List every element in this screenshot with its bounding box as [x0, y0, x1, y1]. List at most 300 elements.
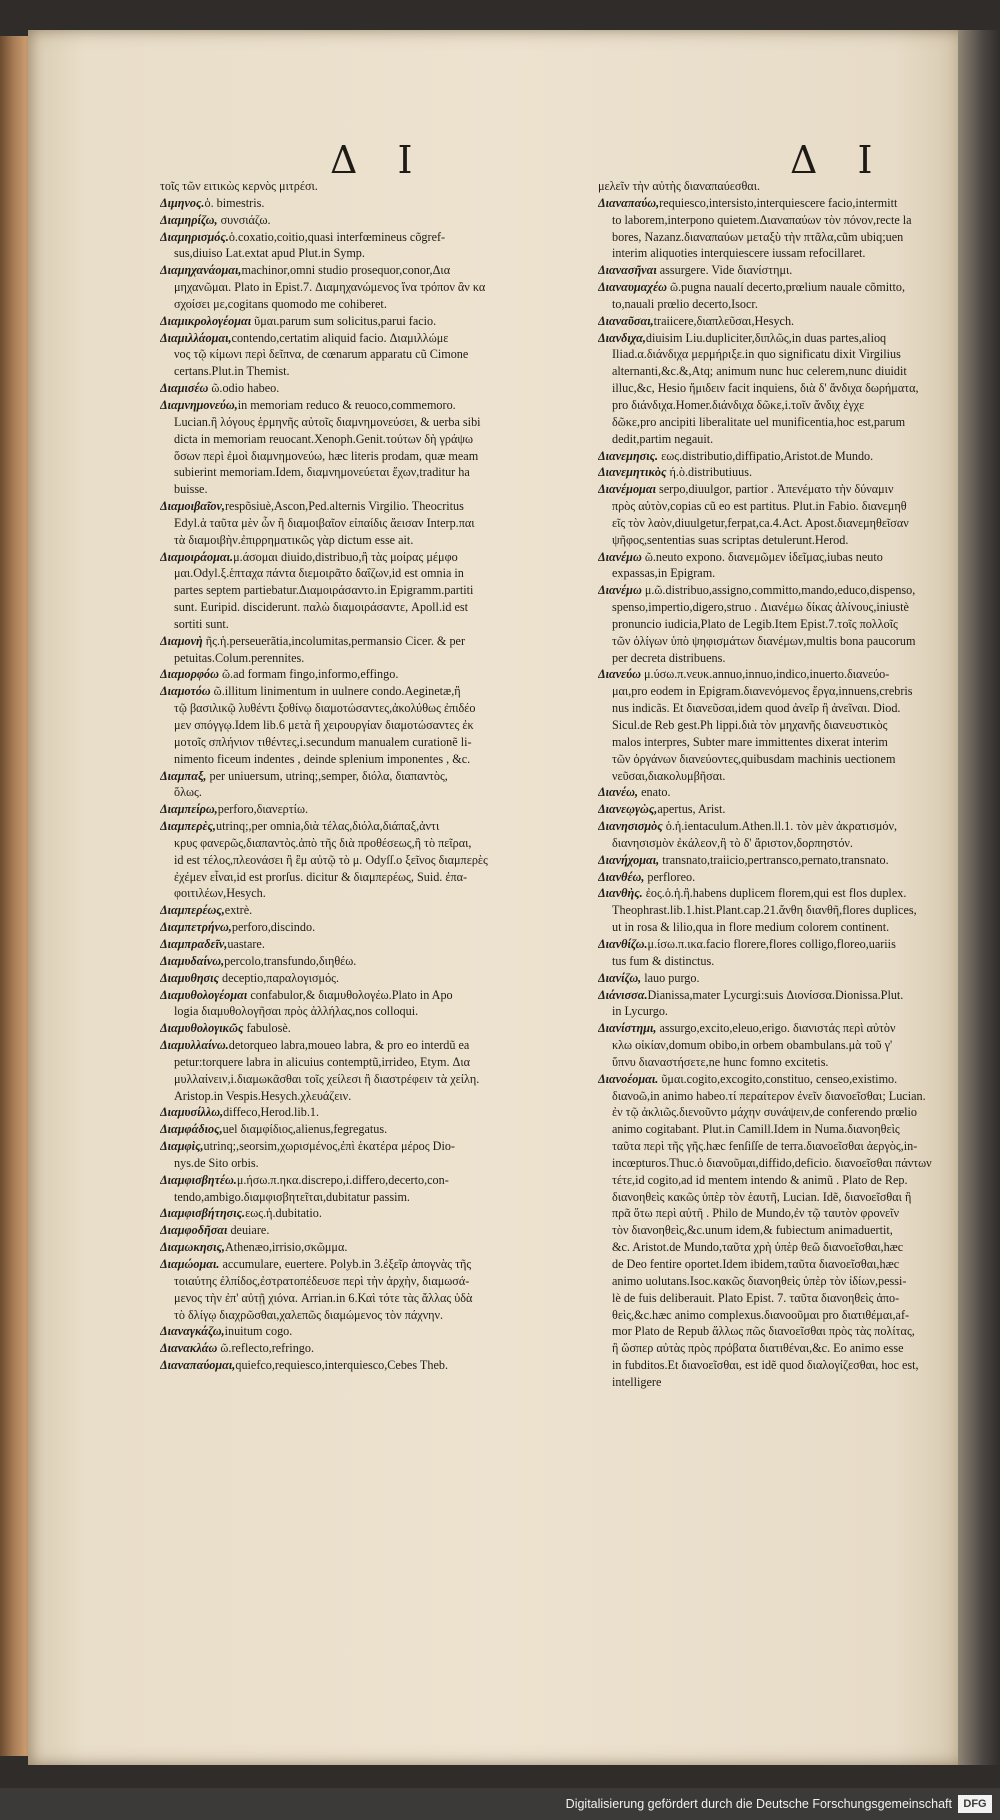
entry-text: partes septem partiebatur.Διαμοιράσαντο.in Epigramm.partiti — [174, 583, 474, 598]
entry-line — [160, 313, 590, 330]
entry-line — [598, 582, 955, 599]
entry-line — [160, 532, 590, 549]
entry-text: to,nauali prœlio decerto,Isocr. — [612, 296, 758, 311]
entry-text: μενος τὴν ἐπ' αὐτῇ χιόνα. Arrian.in 6.Καὶ τότε τὰς ἄλλας ὑδὰ — [174, 1290, 473, 1305]
entry-headword: Διαμιλλάομαι, — [160, 330, 232, 345]
entry-headword: Διαμφοδῆσαι — [160, 1223, 228, 1238]
entry-line — [598, 380, 955, 397]
entry-text: &c. Aristot.de Mundo,ταῦτα χρὴ ὑπὲρ θεῶ διανοεῖσθαι,hæc — [612, 1240, 904, 1255]
entry-headword: Διαμυθολογικῶς — [160, 1021, 244, 1036]
entry-line — [598, 515, 955, 532]
entry-line — [160, 700, 590, 717]
entry-text: εως.distributio,diffipatio,Aristot.de Mundo. — [658, 448, 874, 463]
running-head-right: Δ Ι — [790, 138, 887, 182]
entry-headword: Διαμώομαι. — [160, 1257, 220, 1271]
entry-headword: Διανακλάω — [160, 1341, 218, 1356]
entry-line — [598, 869, 955, 886]
dfg-logo-icon: DFG — [958, 1795, 992, 1813]
entry-headword: Διανέμω — [598, 583, 642, 598]
entry-headword: Διανίζω, — [598, 970, 642, 985]
entry-line — [160, 599, 590, 616]
entry-text: πρᾶ ὅτω περὶ αὐτῆ . Philo de Mundo,ἐν τῷ ταυτὸν φρονεῖν — [612, 1206, 899, 1221]
entry-line — [160, 397, 590, 414]
running-head-left: Δ Ι — [330, 138, 427, 182]
entry-line — [160, 1307, 590, 1324]
entry-line — [598, 195, 955, 212]
entry-line — [598, 448, 955, 465]
entry-headword: Διάνισσα. — [598, 987, 648, 1002]
entry-text: deuiare. — [227, 1223, 270, 1238]
entry-text: ὅλως. — [174, 785, 202, 800]
entry-text: certans.Plut.in Themist. — [174, 364, 290, 379]
entry-line — [598, 1374, 955, 1391]
entry-line — [598, 784, 955, 801]
entry-text: nys.de Sito orbis. — [174, 1155, 259, 1170]
entry-line — [598, 1088, 955, 1105]
entry-line — [598, 1205, 955, 1222]
entry-line — [598, 498, 955, 515]
entry-headword: Διαμπαξ, — [160, 768, 207, 783]
entry-text: pro διάνδιχα.Homer.διάνδιχα δῶκε,i.τοῖν ἄνδιχ ἐγχε — [612, 397, 865, 412]
entry-line — [598, 1290, 955, 1307]
entry-text: εως.ἡ.dubitatio. — [245, 1206, 322, 1221]
entry-line — [598, 650, 955, 667]
entry-text: Sicul.de Reb gest.Ph lippi.διὰ τὸν μηχανῆς διανευστικὸς — [612, 718, 888, 732]
entry-headword: Διανδιχα, — [598, 330, 646, 345]
entry-text: uel διαμφίδιος,alienus,fegregatus. — [222, 1122, 388, 1137]
entry-line — [598, 987, 955, 1004]
entry-line — [160, 650, 590, 667]
entry-text: bores, Nazanz.διαναπαύων μεταξὺ τὴν πτᾶλα,cũm ubiq;uen — [612, 229, 904, 244]
entry-line — [160, 464, 590, 481]
entry-text: ῶ.neuto expono. διανεμῶμεν ἰδεῖμας,iubas neuto — [641, 549, 883, 564]
entry-line — [598, 1323, 955, 1340]
entry-line — [160, 515, 590, 532]
entry-headword: Διαμπετρήνω, — [160, 920, 232, 935]
entry-line — [598, 1222, 955, 1239]
entry-text: τοῖς τῶν ειτικὼς κερνὸς μιτρέσι. — [160, 179, 318, 193]
entry-line — [160, 768, 590, 785]
entry-line — [598, 363, 955, 380]
entry-line — [598, 296, 955, 313]
entry-headword: Διανήχομαι, — [598, 852, 660, 867]
entry-text: fabulosè. — [243, 1021, 291, 1036]
entry-text: φοιτιλέων,Hesych. — [174, 886, 266, 901]
entry-text: ἐχέμεν εἶναι,id est prorſus. dicitur & διαμπερέως, Suid. ἐπα- — [174, 869, 468, 884]
entry-text: τὰ διαμοιβὴν.ἐπιρρηματικῶς γὰρ dictum esse ait. — [174, 532, 414, 547]
entry-text: petur:torquere labra in alicuius contemptũ,irrideo, Etym. Δια — [174, 1054, 471, 1069]
entry-headword: Διαμυθολογέομαι — [160, 987, 248, 1002]
entry-text: ῶ.ad formam fingo,informo,effingo. — [218, 667, 399, 682]
entry-text: interim aliquoties interquiescere iussam refocillaret. — [612, 246, 866, 261]
entry-text: alternanti,&c.&,Atq; animum nunc huc celerem,nunc diuidit — [612, 364, 907, 379]
entry-text: ῶ.reflecto,refringo. — [217, 1341, 315, 1356]
entry-line — [160, 1020, 590, 1037]
entry-headword: Διαμωκησις, — [160, 1240, 225, 1255]
entry-text: διανησισμὸν ἐκάλεον,ἢ τὸ δ' ἄριστον,δορπηστόν. — [612, 835, 853, 850]
entry-line — [598, 1340, 955, 1357]
entry-line — [598, 683, 955, 700]
entry-text: τῷ βασιλικῷ λυθέντι ξοθίνῳ διαμοτώσαντες,ἀκολύθως ἐπιδέο — [174, 701, 476, 716]
entry-line — [160, 481, 590, 498]
entry-text: τέτε,id cogito,ad id mentem intendo & animũ . Plato de Rep. — [612, 1172, 908, 1187]
entry-text: perfloreo. — [644, 869, 696, 884]
entry-line — [160, 1205, 590, 1222]
entry-line — [160, 363, 590, 380]
entry-line — [598, 262, 955, 279]
entry-line — [598, 1256, 955, 1273]
entry-text: diuisim Liu.dupliciter,διπλῶς,in duas partes,alioq — [645, 330, 887, 345]
entry-text: subierint memoriam.Idem, διαμνημονεύεται ἔχων,traditur ha — [174, 465, 470, 480]
entry-line — [160, 784, 590, 801]
entry-text: tus fum & distinctus. — [612, 953, 715, 968]
entry-text: logia διαμυθολογῆσαι πρὸς ἀλλήλας,nos colloqui. — [174, 1004, 419, 1019]
entry-headword: Διαμοιβαῖον, — [160, 499, 225, 514]
entry-headword: Διαμυσίλλω, — [160, 1105, 224, 1120]
entry-headword: Διανέμω — [598, 549, 642, 564]
entry-line — [598, 1172, 955, 1189]
entry-headword: Διαμονὴ — [160, 633, 203, 648]
footer-credit: Digitalisierung gefördert durch die Deutsche Forschungsgemeinschaft — [565, 1797, 952, 1811]
entry-text: ῦμαι.cogito,excogito,constituo, censeo,existimo. — [658, 1071, 898, 1086]
entry-line — [598, 902, 955, 919]
entry-headword: Διαμφισβήτησις. — [160, 1206, 246, 1221]
entry-headword: Διαναγκάζω, — [160, 1324, 225, 1339]
entry-text: Lucian.ἢ λόγους ἑρμηνῆς αὐτοῖς διαμνημονεύσει, & uerba sibi — [174, 414, 481, 429]
entry-line — [160, 414, 590, 431]
entry-line — [598, 885, 955, 902]
entry-line — [598, 919, 955, 936]
entry-text: μαι.Odyl.ξ.ἑπταχα πάντα διεμοιρᾶτο δαΐζων,id est omnia in — [174, 566, 464, 581]
entry-text: ἢ ὥσπερ αὐτὰς πρὸς πρόβατα διατιθέναι,&c. Eo animo esse — [612, 1341, 904, 1356]
entry-line — [598, 464, 955, 481]
entry-text: νεῦσαι,διακολυμβῆσαι. — [612, 768, 726, 783]
entry-line — [598, 481, 955, 498]
entry-line — [160, 953, 590, 970]
entry-line — [160, 666, 590, 683]
entry-text: contendo,certatim aliquid facio. Διαμιλλώμε — [231, 330, 449, 345]
entry-line — [160, 1121, 590, 1138]
entry-text: deceptio,παραλογισμός. — [218, 970, 340, 985]
entry-text: ψῆφος,sententias suas scriptas detulerunt.Herod. — [612, 532, 849, 547]
entry-text: πρὸς αὐτὸν,copias cũ eo est partitus. Plut.in Fabio. διανεμηθ — [612, 499, 907, 514]
entry-headword: Διαμπερὲς, — [160, 819, 216, 834]
entry-text: τῶν ὀργάνων διανεύοντες,quibusdam machinis uectionem — [612, 751, 896, 766]
entry-text: Edyl.ἁ ταῦτα μὲν ὧν ἢ διαμοιβαῖον εἰπαίδις ἄεισαν Interp.παι — [174, 515, 475, 530]
entry-headword: Διανεμησις. — [598, 448, 659, 463]
entry-text: per decreta distribuens. — [612, 650, 726, 665]
entry-headword: Διαμφὶς, — [160, 1139, 204, 1154]
entry-headword: Διαμφάδιος, — [160, 1122, 223, 1137]
entry-text: serpo,diuulgor, partior . Ἀπενέματο τὴν δύναμιν — [655, 482, 894, 497]
entry-text: percolo,transfundo,διηθέω. — [224, 953, 357, 968]
entry-text: utrinq;,per omnia,διὰ τέλας,διόλα,διάπαξ,ἀντι — [215, 819, 440, 834]
entry-headword: Διαμφισβητέω. — [160, 1172, 237, 1187]
entry-text: συνσιάζω. — [217, 212, 271, 227]
entry-line — [160, 498, 590, 515]
entry-text: ταῦτα περὶ τῆς γῆς.hæc fenſiſſe de terra.διανοεῖσθαι ἀεργὸς,in- — [612, 1139, 918, 1154]
entry-line — [598, 346, 955, 363]
entry-text: to laborem,interpono quietem.Διαναπαύων τὸν πόνον,recte la — [612, 212, 912, 227]
entry-line — [160, 1273, 590, 1290]
entry-headword: Διαναπαύω, — [598, 195, 660, 210]
entry-line — [160, 1239, 590, 1256]
entry-text: lauo purgo. — [641, 970, 700, 985]
entry-line — [598, 717, 955, 734]
entry-line — [598, 734, 955, 751]
entry-text: εῖς τὸν λαὸν,diuulgetur,ferpat,ca.4.Act. Apost.διανεμηθεῖσαν — [612, 515, 909, 530]
entry-text: ῶ.pugna naualí decerto,prœlium nauale cõmitto, — [666, 280, 906, 295]
entry-line — [160, 987, 590, 1004]
entry-line — [598, 1273, 955, 1290]
entry-headword: Διανθὴς. — [598, 886, 643, 901]
entry-text: lè de fuis deliberauit. Plato Epist. 7. ταῦτα διανοηθεὶς ἀπο- — [612, 1290, 900, 1305]
entry-line — [598, 1020, 955, 1037]
entry-text: Theophrast.lib.1.hist.Plant.cap.21.ἄνθη διανθῆ,flores duplices, — [612, 903, 917, 918]
entry-text: Iliad.α.διάνδιχα μερμήριξε.in quo significatu dixit Virgilius — [612, 347, 901, 362]
entry-text: ῆς.ἡ.perseuerãtia,incolumitas,permansio Cicer. & per — [202, 633, 466, 648]
entry-text: perforo,διανερτίω. — [217, 802, 309, 817]
entry-line — [160, 835, 590, 852]
entry-line — [160, 245, 590, 262]
entry-text: διανοηθεὶς κακῶς ὑπὲρ τὸν ἑαυτῆ, Lucian. Idẽ, διανοεῖσθαι ἢ — [612, 1189, 912, 1204]
entry-headword: Διαμορφόω — [160, 667, 219, 682]
entry-text: ἐν τῷ ἀκλιῶς.διενοῦντο μάχην συνάψειν,de conferendo prœlio — [612, 1105, 918, 1120]
entry-line — [598, 414, 955, 431]
entry-line — [160, 431, 590, 448]
entry-line — [160, 1256, 590, 1273]
entry-headword: Διανησισμὸς — [598, 819, 663, 834]
entry-headword: Διανασῆναι — [598, 263, 657, 278]
entry-text: ὁ. bimestris. — [204, 195, 265, 210]
entry-text: ῶ.illitum linimentum in uulnere condo.Aeginetæ,ἢ — [210, 684, 461, 699]
entry-line — [598, 330, 955, 347]
entry-line — [598, 178, 955, 195]
entry-headword: Διανθίζω. — [598, 936, 648, 951]
entry-line — [598, 229, 955, 246]
entry-text: Aristop.in Vespis.Hesych.χλευάζειν. — [174, 1088, 352, 1103]
entry-line — [598, 245, 955, 262]
entry-text: ἐος.ὁ.ἡ.ἢ.habens duplicem florem,qui est flos duplex. — [642, 886, 907, 901]
entry-line — [598, 1138, 955, 1155]
entry-text: perforo,discindo. — [231, 920, 316, 935]
gutter-shadow — [958, 30, 1000, 1765]
entry-line — [160, 1104, 590, 1121]
entry-line — [160, 801, 590, 818]
entry-line — [598, 835, 955, 852]
entry-text: utrinq;,seorsim,χωρισμένος,ἐπὶ ἑκατέρα μέρος Dio- — [203, 1139, 455, 1154]
entry-headword: Διαμηρίζω, — [160, 212, 218, 227]
entry-text: μηχανῶμαι. Plato in Epist.7. Διαμηχανώμενος ἵνα τρόπον ἂν κα — [174, 280, 486, 295]
entry-headword: Διαμνημονεύω, — [160, 397, 238, 412]
entry-line — [598, 1003, 955, 1020]
entry-headword: Διαναπαύομαι, — [160, 1358, 236, 1373]
entry-text: pronuncio iudicia,Plato de Legib.Item Epist.7.τοῖς πολλοῖς — [612, 616, 898, 631]
entry-line — [160, 279, 590, 296]
entry-line — [160, 616, 590, 633]
entry-text: extrè. — [224, 903, 253, 918]
entry-line — [160, 1290, 590, 1307]
entry-line — [160, 869, 590, 886]
entry-line — [598, 1121, 955, 1138]
entry-line — [598, 768, 955, 785]
entry-headword: Διαμισέω — [160, 381, 209, 396]
entry-line — [160, 885, 590, 902]
entry-line — [598, 1357, 955, 1374]
entry-headword: Διαμοιράομαι. — [160, 549, 234, 564]
entry-text: expassas,in Epigram. — [612, 566, 716, 581]
entry-text: ὅσων περὶ ἐμοὶ διαμνημονεύω, hæc literis prodam, quæ meam — [174, 448, 479, 463]
entry-line — [598, 953, 955, 970]
entry-text: respõsiuè,Ascon,Ped.alternis Virgilio. Theocritus — [224, 499, 464, 514]
entry-line — [160, 380, 590, 397]
entry-text: traiicere,διαπλεῦσαι,Hesych. — [653, 313, 795, 328]
entry-text: τὸν διανοηθεὶς,&c.unum idem,& fubiectum animaduertit, — [612, 1223, 893, 1238]
entry-line — [160, 1172, 590, 1189]
entry-text: accumulare, euertere. Polyb.in 3.ἐξεῖρ ἀπογνὰς τῆς — [219, 1257, 472, 1271]
entry-line — [160, 1222, 590, 1239]
entry-line — [160, 936, 590, 953]
entry-line — [160, 1003, 590, 1020]
entry-line — [598, 970, 955, 987]
entry-line — [160, 902, 590, 919]
entry-text: mor Plato de Repub ἄλλως πῶς διανοεῖσθαι πρὸς τὰς πολίτας, — [612, 1324, 915, 1339]
entry-text: ῦμαι.parum sum solicitus,parui facio. — [251, 313, 437, 328]
entry-line — [598, 1037, 955, 1054]
entry-headword: Διανοέομαι. — [598, 1071, 659, 1086]
entry-text: νος τῷ κίμωνι περὶ δεῖπνα, de cœnarum apparatu cũ Cimone — [174, 347, 469, 362]
entry-text: illuc,&c, Hesio ἤμιδειν facit inquiens, διὰ δ' ἄνδιχα δωρήματα, — [612, 381, 919, 396]
entry-text: machinor,omni studio prosequor,conor,Δια — [241, 263, 451, 278]
entry-text: transnato,traiicio,pertransco,pernato,transnato. — [659, 852, 889, 867]
entry-line — [598, 532, 955, 549]
entry-text: buisse. — [174, 482, 208, 497]
entry-line — [598, 616, 955, 633]
entry-line — [598, 1054, 955, 1071]
entry-text: μ.ίσω.π.ικα.facio florere,flores colligo,floreo,uariis — [647, 936, 896, 951]
entry-text: nus indicãs. Et διανεῦσαι,idem quod ἀνεῖρ ἢ ἀνεῖναι. Diod. — [612, 701, 901, 716]
entry-text: sortiti sunt. — [174, 616, 229, 631]
entry-text: Dianissa,mater Lycurgi:suis Διονίσσα.Dionissa.Plut. — [647, 987, 904, 1002]
entry-headword: Διανεύω — [598, 667, 641, 682]
entry-text: διανοῶ,in animo habeo.τί περαίτερον ἐνεῖν διανοεῖσθαι; Lucian. — [612, 1088, 926, 1103]
entry-text: in fubditos.Et διανοεῖσθαι, est idẽ quod διαλογίζεσθαι, hoc est, — [612, 1358, 919, 1373]
entry-text: in memoriam reduco & reuoco,commemoro. — [237, 397, 456, 412]
entry-text: per uniuersum, utrinq;,semper, διόλα, διαπαντὸς, — [206, 768, 448, 783]
entry-text: τὸ δλίγῳ διαχρῶσθαι,χαλεπῶς διαμώμενος τὸν πάχνην. — [174, 1307, 444, 1322]
entry-text: uastare. — [227, 936, 265, 951]
entry-text: μ.ῶ.distribuo,assigno,committo,mando,educo,dispenso, — [641, 583, 916, 598]
entry-headword: Διανέω, — [598, 785, 639, 800]
entry-line — [160, 1071, 590, 1088]
entry-line — [160, 296, 590, 313]
entry-line — [598, 599, 955, 616]
entry-text: confabulor,& διαμυθολογέω.Plato in Apo — [247, 987, 453, 1002]
entry-headword: Διαμικρολογέομαι — [160, 313, 252, 328]
entry-text: sus,diuiso Lat.extat apud Plut.in Symp. — [174, 246, 365, 261]
entry-line — [598, 279, 955, 296]
entry-text: id est τέλος,πλεονάσει ἢ ἓμ αὐτῷ τὸ μ. Odyſſ.ο ξεῖνος διαμπερὲς — [174, 852, 488, 867]
entry-line — [160, 1054, 590, 1071]
entry-line — [160, 1340, 590, 1357]
entry-line — [598, 1239, 955, 1256]
entry-line — [160, 751, 590, 768]
entry-text: μοτοῖς σπλήνιον τιθέντες,i.secundum manualem curationẽ li- — [174, 734, 472, 749]
entry-text: dedit,partim negauit. — [612, 431, 714, 446]
entry-text: assurgere. Vide διανίστημι. — [656, 263, 793, 278]
entry-line — [598, 751, 955, 768]
entry-text: assurgo,excito,eleuo,erigo. διανιστάς περὶ αὐτὸν — [656, 1021, 896, 1036]
entry-line — [598, 565, 955, 582]
entry-text: μυλλαίνειν,i.διαμωκᾶσθαι τοῖς χείλεσι ἢ διαστρέφειν τὰ χείλη. — [174, 1071, 480, 1086]
entry-line — [598, 549, 955, 566]
entry-headword: Διανίστημι, — [598, 1021, 657, 1036]
entry-text: inuitum cogo. — [224, 1324, 293, 1339]
entry-line — [598, 1155, 955, 1172]
entry-line — [598, 633, 955, 650]
entry-headword: Διαναῦσαι, — [598, 313, 654, 328]
entry-line — [160, 633, 590, 650]
entry-text: κλω οἰκίαν,domum obibo,in orbem obambulans.μὰ τοῦ γ' — [612, 1038, 893, 1053]
entry-line — [598, 212, 955, 229]
entry-text: malos interpres, Subter mare immittentes dixerat interim — [612, 734, 888, 749]
entry-line — [160, 565, 590, 582]
entry-line — [598, 313, 955, 330]
entry-headword: Διαμυδαίνω, — [160, 953, 225, 968]
entry-line — [160, 346, 590, 363]
entry-line — [160, 549, 590, 566]
entry-line — [160, 717, 590, 734]
entry-line — [598, 801, 955, 818]
entry-text: requiesco,intersisto,interquiescere facio,intermitt — [659, 195, 898, 210]
entry-line — [160, 178, 590, 195]
left-column — [160, 178, 590, 1374]
entry-text: spenso,impertio,digero,struo . Διανέμω δίκας ἀλίνους,iniustè — [612, 600, 909, 615]
entry-text: sunt. Euripid. disciderunt. παλὼ διαμοιράσαντε, Apoll.id est — [174, 600, 469, 615]
entry-text: σχοίσει με,cogitans quomodo me cohiberet. — [174, 296, 387, 311]
entry-line — [598, 666, 955, 683]
entry-line — [160, 330, 590, 347]
entry-text: μ.ύσω.π.νευκ.annuo,innuo,indico,inuerto.διανεύο- — [640, 667, 890, 682]
entry-headword: Διαμοτόω — [160, 684, 211, 699]
right-column — [598, 178, 955, 1391]
entry-text: detorqueo labra,moueo labra, & pro eo interdũ ea — [228, 1038, 470, 1053]
entry-text: ῶ.odio habeo. — [208, 381, 280, 396]
entry-text: μ.ήσω.π.ηκα.discrepo,i.differo,decerto,con- — [236, 1172, 449, 1187]
entry-text: dicta in memoriam reuocant.Xenoph.Genit.τούτων δὴ γράψω — [174, 431, 474, 446]
entry-text: ὁ.coxatio,coitio,quasi interfœmineus cõgref- — [228, 229, 446, 244]
entry-line — [160, 1155, 590, 1172]
entry-headword: Διαναυμαχέω — [598, 280, 667, 295]
entry-line — [598, 1071, 955, 1088]
entry-line — [598, 852, 955, 869]
entry-line — [160, 734, 590, 751]
entry-headword: Διαμπερέως, — [160, 903, 225, 918]
entry-line — [160, 1323, 590, 1340]
entry-text: μ.άσομαι diuido,distribuo,ἢ τὰς μοίρας μέμφο — [233, 549, 458, 564]
entry-line — [160, 1357, 590, 1374]
entry-line — [160, 919, 590, 936]
entry-line — [160, 683, 590, 700]
entry-headword: Διαμηχανάομαι, — [160, 263, 242, 278]
entry-line — [160, 970, 590, 987]
entry-text: ὕπνυ διαναστήσετε,ne hunc fomno excitetis. — [612, 1054, 829, 1069]
entry-text: μελεῖν τὴν αὐτὴς διαναπαύεσθαι. — [598, 179, 761, 193]
entry-line — [160, 448, 590, 465]
entry-headword: Διμηνος. — [160, 195, 205, 210]
entry-line — [160, 1088, 590, 1105]
entry-text: ὁ.ἡ.ientaculum.Athen.ll.1. τὸν μὲν ἀκρατισμόν, — [662, 819, 898, 834]
